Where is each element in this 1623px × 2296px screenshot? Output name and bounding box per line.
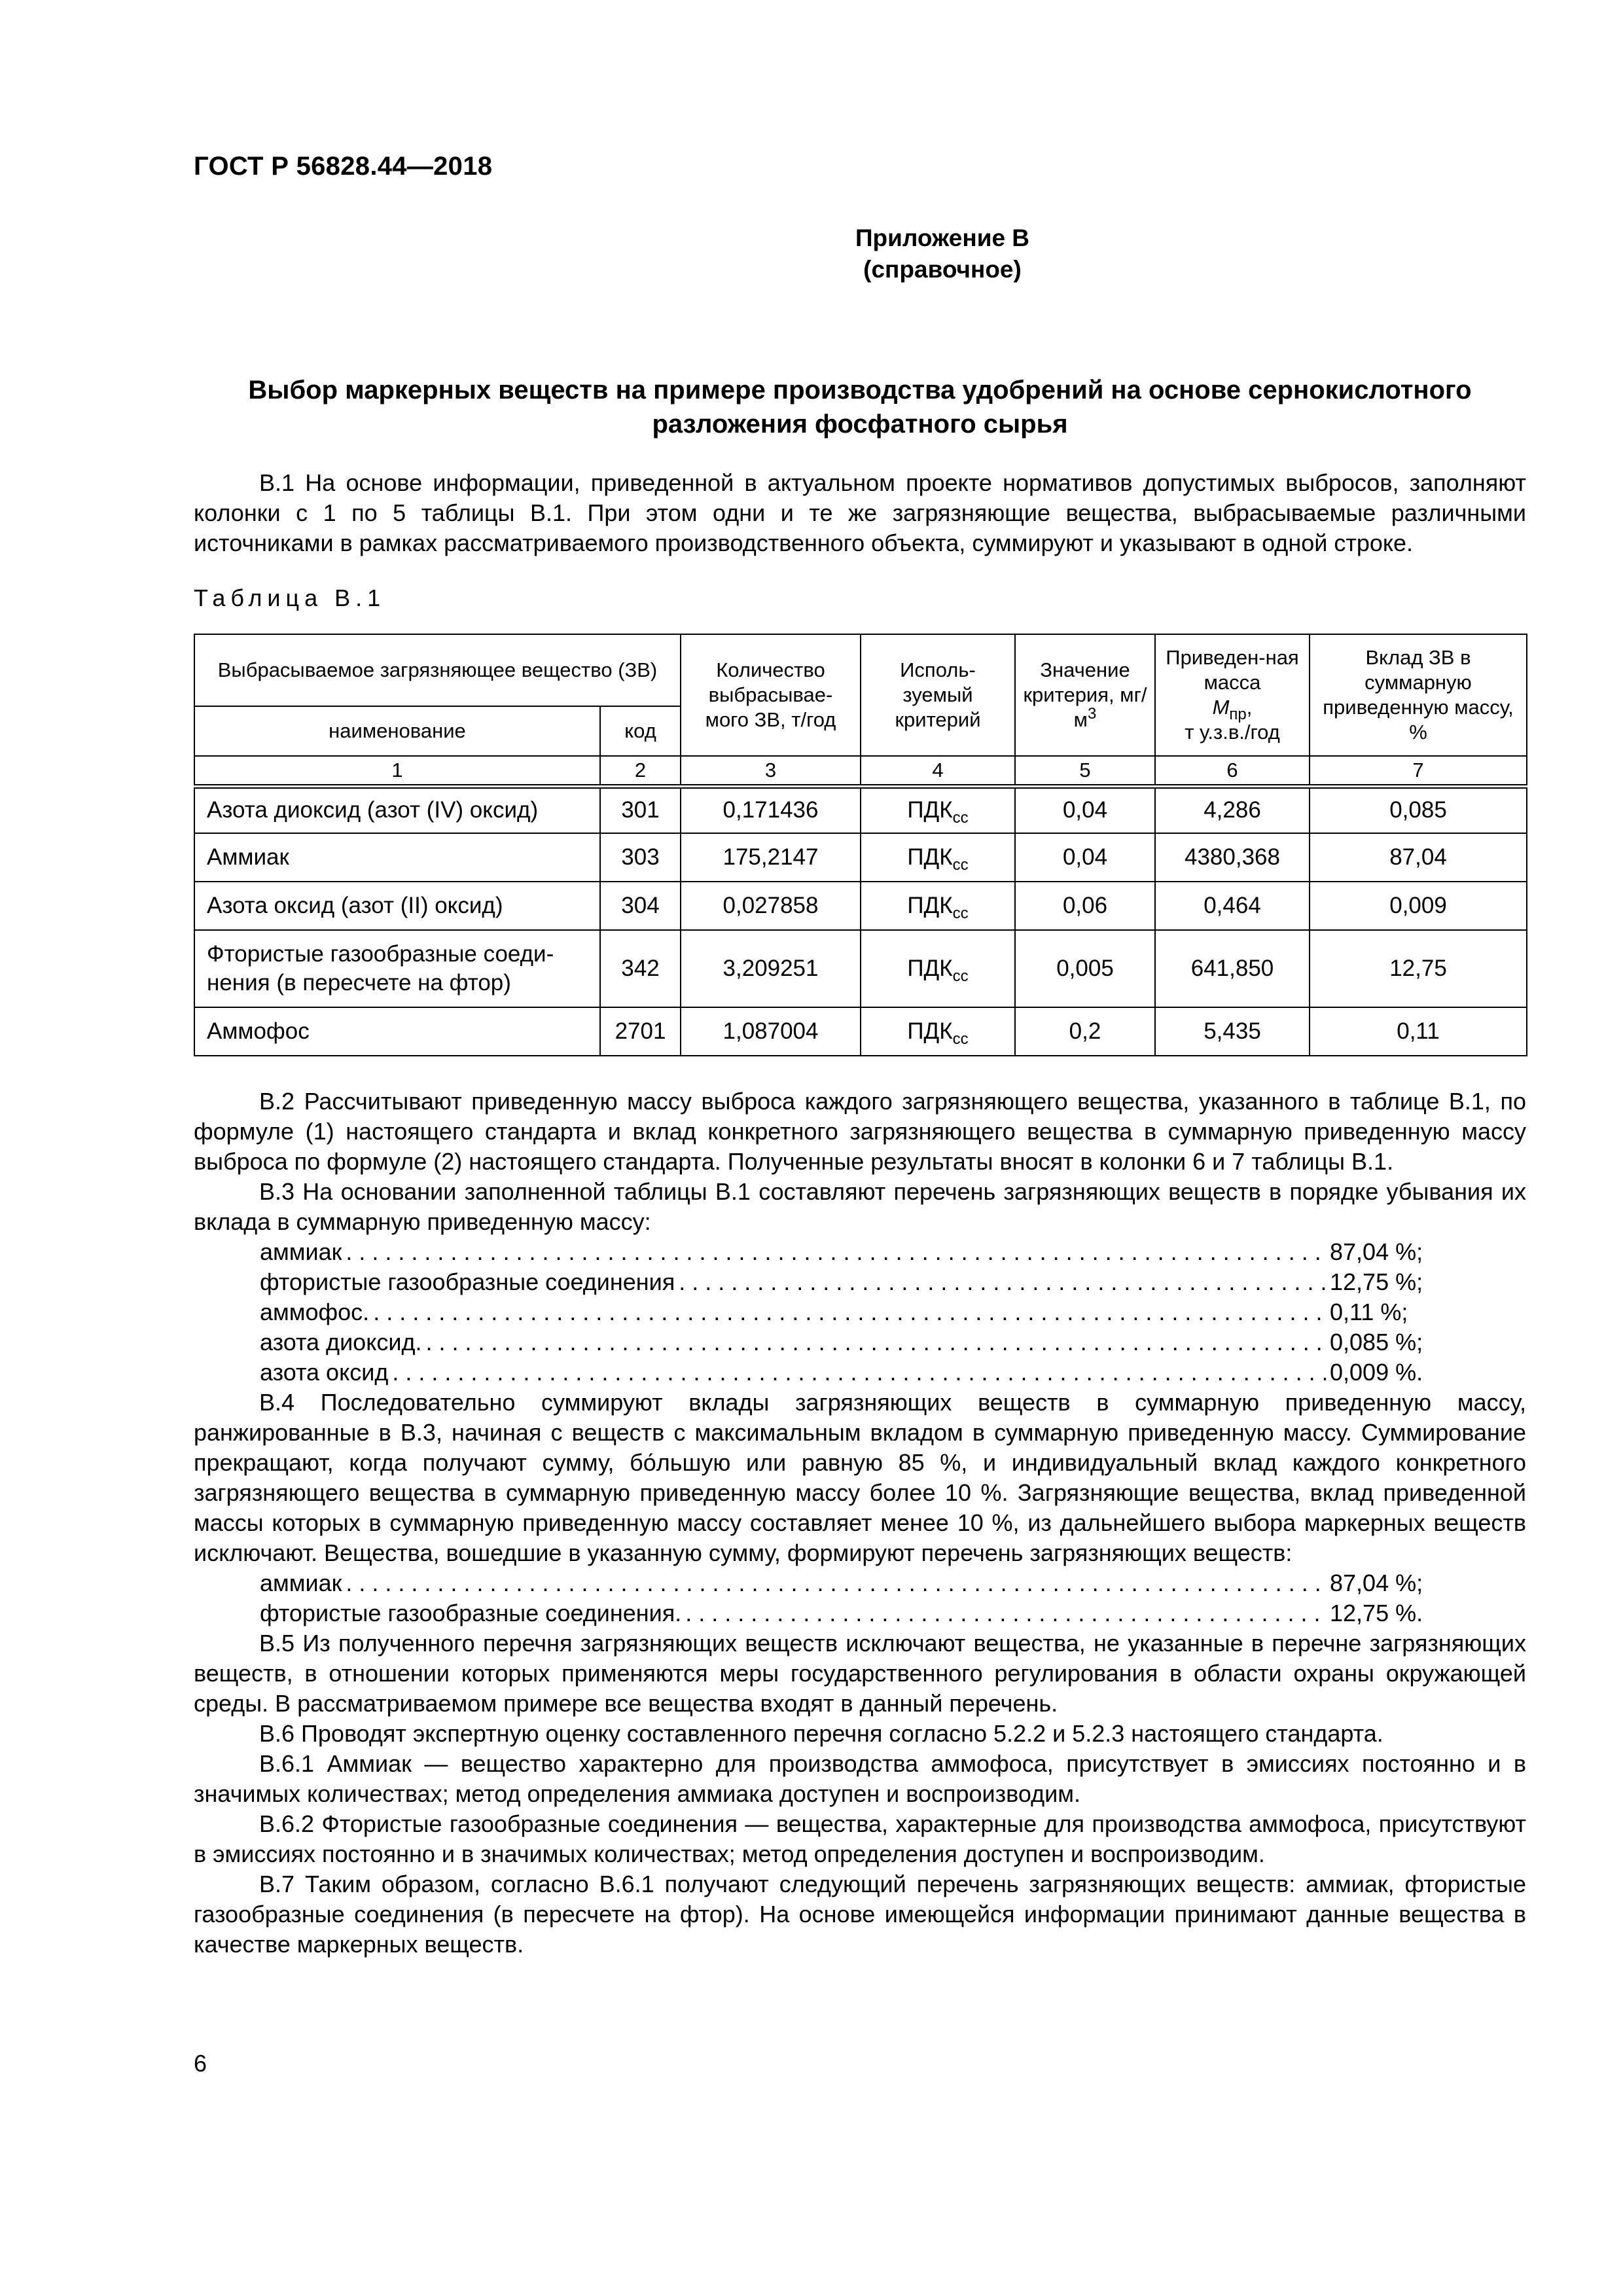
cell-mass: 5,435 (1155, 1007, 1310, 1056)
cell-value: 0,005 (1015, 930, 1155, 1007)
substances-table (194, 634, 1527, 1056)
cell-mass: 641,850 (1155, 930, 1310, 1007)
list-item: азота оксид . . . 0,009 %. (194, 1357, 1526, 1388)
cell-code: 303 (600, 833, 681, 882)
paragraph-b3: В.3 На основании заполненной таблицы В.1 составляют перечень загрязняющих веществ в порядке убывания их вклада в суммарную приведенную массу: (194, 1178, 1526, 1235)
column-numbers-row (194, 756, 1527, 786)
cell-code: 2701 (600, 1007, 681, 1056)
document-header: ГОСТ Р 56828.44—2018 (194, 152, 493, 181)
cell-value: 0,2 (1015, 1007, 1155, 1056)
list-item: аммиак . . . 87,04 %; (194, 1237, 1526, 1267)
list-item: фтористые газообразные соединения. . . . 12,75 %. (194, 1598, 1526, 1628)
annex-type: (справочное) (863, 256, 1022, 283)
column-number: 2 (600, 756, 681, 786)
cell-quantity: 3,209251 (681, 930, 861, 1007)
header-contribution: Вклад ЗВ в суммарную приведенную массу, % (1310, 634, 1527, 756)
header-code: код (600, 706, 681, 756)
list-item: аммофос. . . . 0,11 %; (194, 1297, 1526, 1327)
header-pollutant-group: Выбрасываемое загрязняющее вещество (ЗВ) (194, 634, 681, 706)
cell-mass: 0,464 (1155, 882, 1310, 930)
cell-criterion: $ПДК_{сс}$ (861, 786, 1015, 833)
cell-criterion: $ПДК_{сс}$ (861, 833, 1015, 882)
list-item: фтористые газообразные соединения . . . 12,75 %; (194, 1267, 1526, 1297)
column-number: 4 (861, 756, 1015, 786)
cell-criterion: $ПДК_{сс}$ (861, 930, 1015, 1007)
paragraph-b7: В.7 Таким образом, согласно В.6.1 получают следующий перечень загрязняющих веществ: аммиак, фтористые газообразные соединения (в пересчете на фтор). На основе имеющейся информации принимают данные вещества в качестве маркерных веществ. (194, 1871, 1526, 1958)
cell-criterion: $ПДК_{сс}$ (861, 1007, 1015, 1056)
cell-code: 342 (600, 930, 681, 1007)
cell-code: 301 (600, 786, 681, 833)
paragraph-b6-2: В.6.2 Фтористые газообразные соединения — вещества, характерные для производства аммофоса, присутствуют в эмиссиях постоянно и в значимых количествах; метод определения доступен и воспроизводим. (194, 1810, 1526, 1867)
table-row (194, 882, 1527, 930)
column-number: 7 (1310, 756, 1527, 786)
cell-criterion: $ПДК_{сс}$ (861, 882, 1015, 930)
cell-value: 0,06 (1015, 882, 1155, 930)
paragraph-b6-1: В.6.1 Аммиак — вещество характерно для производства аммофоса, присутствует в эмиссиях постоянно и в значимых количествах; метод определения аммиака доступен и воспроизводим. (194, 1750, 1526, 1807)
column-number: 3 (681, 756, 861, 786)
cell-contribution: 0,085 (1310, 786, 1527, 833)
section-title-line-1: Выбор маркерных веществ на примере производства удобрений на основе сернокислотного (248, 376, 1472, 404)
column-number: 5 (1015, 756, 1155, 786)
list-item: аммиак . . . 87,04 %; (194, 1568, 1526, 1598)
cell-quantity: 0,027858 (681, 882, 861, 930)
cell-contribution: 0,009 (1310, 882, 1527, 930)
cell-name: Азота оксид (азот (II) оксид) (194, 882, 600, 930)
table-row (194, 930, 1527, 1007)
header-quantity: Количество выбрасывае-мого ЗВ, т/год (681, 634, 861, 756)
section-title-line-2: разложения фосфатного сырья (652, 410, 1068, 439)
cell-code: 304 (600, 882, 681, 930)
cell-name: Азота диоксид (азот (IV) оксид) (194, 786, 600, 833)
body-text (194, 1086, 1526, 1960)
paragraph-b4: В.4 Последовательно суммируют вклады загрязняющих веществ в суммарную приведенную массу, ранжированные в В.3, начиная с веществ с максимальным вкладом в суммарную приведенную массу. Суммирование прекращают, когда получают сумму, бо́льшую или равную 85 %, и индивидуальный вклад каждого конкретного загрязняющего вещества в суммарную приведенную массу более 10 %. Загрязняющие вещества, вклад приведенной массы которых в суммарную приведенную массу составляет менее 10 %, из дальнейшего выбора маркерных веществ исключают. Вещества, вошедшие в указанную сумму, формируют перечень загрязняющих веществ: (194, 1389, 1526, 1566)
header-criterion-value: Значение критерия, $мг/м^3$ (1015, 634, 1155, 756)
cell-value: 0,04 (1015, 833, 1155, 882)
paragraph-b1: В.1 На основе информации, приведенной в актуальном проекте нормативов допустимых выбросов, заполняют колонки с 1 по 5 таблицы В.1. При этом одни и те же загрязняющие вещества, выбрасываемые различными источниками в рамках рассматриваемого производственного объекта, суммируют и указывают в одной строке. (194, 469, 1526, 556)
selected-list (194, 1568, 1526, 1628)
paragraph-b5: В.5 Из полученного перечня загрязняющих веществ исключают вещества, не указанные в перечне загрязняющих веществ, в отношении которых применяются меры государственного регулирования в области охраны окружающей среды. В рассматриваемом примере все вещества входят в данный перечень. (194, 1630, 1526, 1717)
table-row (194, 1007, 1527, 1056)
cell-name: Аммиак (194, 833, 600, 882)
ranked-list (194, 1237, 1526, 1388)
header-name: наименование (194, 706, 600, 756)
column-number: 6 (1155, 756, 1310, 786)
cell-contribution: 0,11 (1310, 1007, 1527, 1056)
header-criterion: Исполь-зуемый критерий (861, 634, 1015, 756)
page-number: 6 (194, 2050, 207, 2077)
cell-contribution: 87,04 (1310, 833, 1527, 882)
annex-label: Приложение В (855, 224, 1030, 251)
list-item: азота диоксид. . . . 0,085 %; (194, 1327, 1526, 1357)
column-number: 1 (194, 756, 600, 786)
table-row (194, 833, 1527, 882)
cell-contribution: 12,75 (1310, 930, 1527, 1007)
cell-quantity: 1,087004 (681, 1007, 861, 1056)
cell-name: Аммофос (194, 1007, 600, 1056)
cell-value: 0,04 (1015, 786, 1155, 833)
header-reduced-mass: Приведен-ная масса $М_{пр}$, т у.з.в./год (1155, 634, 1310, 756)
paragraph-b2: В.2 Рассчитывают приведенную массу выброса каждого загрязняющего вещества, указанного в таблице В.1, по формуле (1) настоящего стандарта и вклад конкретного загрязняющего вещества в суммарную приведенную массу выброса по формуле (2) настоящего стандарта. Полученные результаты вносят в колонки 6 и 7 таблицы В.1. (194, 1088, 1526, 1175)
paragraph-b6: В.6 Проводят экспертную оценку составленного перечня согласно 5.2.2 и 5.2.3 настоящего стандарта. (259, 1720, 1383, 1747)
cell-mass: 4380,368 (1155, 833, 1310, 882)
intro-block (194, 468, 1526, 558)
cell-quantity: 175,2147 (681, 833, 861, 882)
cell-mass: 4,286 (1155, 786, 1310, 833)
table-caption: Таблица В.1 (194, 584, 386, 611)
cell-name: Фтористые газообразные соеди-нения (в пересчете на фтор) (194, 930, 600, 1007)
cell-quantity: 0,171436 (681, 786, 861, 833)
table-row (194, 786, 1527, 833)
